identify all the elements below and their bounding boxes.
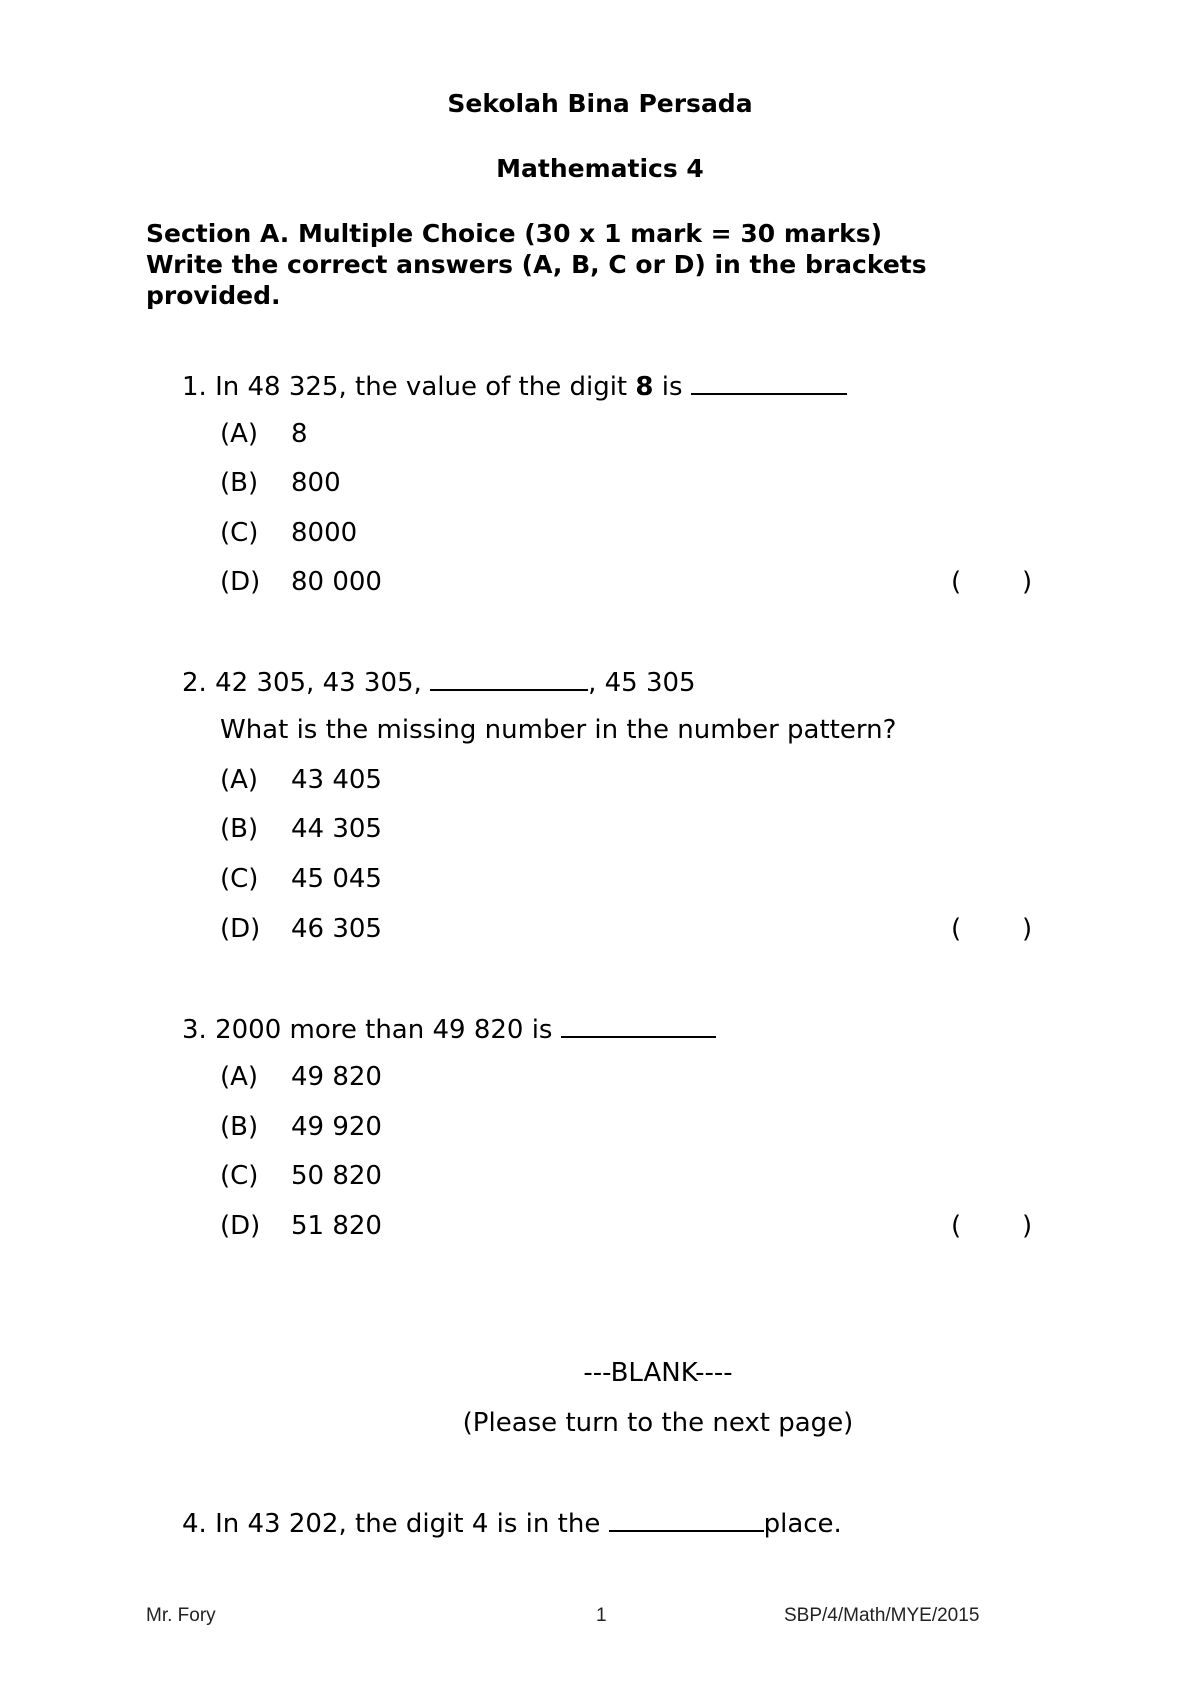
option-value: 800 <box>291 468 341 498</box>
option-letter: (D) <box>220 567 261 597</box>
question-number: 2. <box>182 668 207 698</box>
footer-reference: SBP/4/Math/MYE/2015 <box>784 1605 980 1626</box>
question-4 <box>182 1506 842 1540</box>
option-value: 51 820 <box>291 1211 382 1241</box>
subject-title: Mathematics 4 <box>496 154 704 183</box>
question-text-after: place. <box>763 1509 842 1539</box>
option-letter: (A) <box>220 1062 259 1092</box>
option-value: 49 920 <box>291 1112 382 1142</box>
option-letter: (C) <box>220 518 259 548</box>
school-name: Sekolah Bina Persada <box>447 89 753 118</box>
option-value: 49 820 <box>291 1062 382 1092</box>
question-number: 3. <box>182 1015 207 1045</box>
option-letter: (B) <box>220 468 259 498</box>
answer-blank <box>691 369 847 395</box>
question-number: 4. <box>182 1509 207 1539</box>
option-letter: (C) <box>220 864 259 894</box>
section-instruction-cont: provided. <box>146 281 281 310</box>
answer-bracket-open[interactable]: ( <box>951 567 962 597</box>
question-number: 1. <box>182 372 207 402</box>
question-text: 42 305, 43 305, <box>215 668 431 698</box>
option-value: 50 820 <box>291 1161 382 1191</box>
answer-bracket-close[interactable]: ) <box>1022 567 1033 597</box>
answer-bracket-open[interactable]: ( <box>951 1211 962 1241</box>
answer-bracket-close[interactable]: ) <box>1022 914 1033 944</box>
option-letter: (D) <box>220 1211 261 1241</box>
option-letter: (A) <box>220 419 259 449</box>
question-text: In 48 325, the value of the digit <box>215 372 636 402</box>
blank-marker: ---BLANK---- <box>583 1358 733 1388</box>
answer-blank <box>561 1012 716 1038</box>
question-3 <box>182 1012 716 1046</box>
question-text: 2000 more than 49 820 is <box>215 1015 561 1045</box>
option-letter: (A) <box>220 765 259 795</box>
option-value: 46 305 <box>291 914 382 944</box>
section-heading: Section A. Multiple Choice (30 x 1 mark = 30 marks) <box>146 219 882 248</box>
answer-bracket-open[interactable]: ( <box>951 914 962 944</box>
option-value: 44 305 <box>291 814 382 844</box>
option-letter: (B) <box>220 1112 259 1142</box>
question-2 <box>182 665 696 699</box>
option-value: 45 045 <box>291 864 382 894</box>
turn-page-note: (Please turn to the next page) <box>462 1408 854 1438</box>
answer-blank <box>430 665 588 691</box>
option-value: 80 000 <box>291 567 382 597</box>
question-emphasis: 8 <box>635 372 654 402</box>
question-text: In 43 202, the digit 4 is in the <box>215 1509 609 1539</box>
option-letter: (B) <box>220 814 259 844</box>
footer-page-number: 1 <box>596 1605 607 1626</box>
option-value: 8000 <box>291 518 358 548</box>
section-instruction: Write the correct answers (A, B, C or D) in the brackets <box>146 250 927 279</box>
footer-author: Mr. Fory <box>146 1605 216 1626</box>
option-letter: (D) <box>220 914 261 944</box>
answer-blank <box>609 1506 764 1532</box>
option-value: 8 <box>291 419 308 449</box>
option-value: 43 405 <box>291 765 382 795</box>
question-text-after: is <box>653 372 691 402</box>
question-text-after: , 45 305 <box>588 668 696 698</box>
question-1 <box>182 369 847 403</box>
question-subtext: What is the missing number in the number pattern? <box>220 715 897 745</box>
answer-bracket-close[interactable]: ) <box>1022 1211 1033 1241</box>
option-letter: (C) <box>220 1161 259 1191</box>
